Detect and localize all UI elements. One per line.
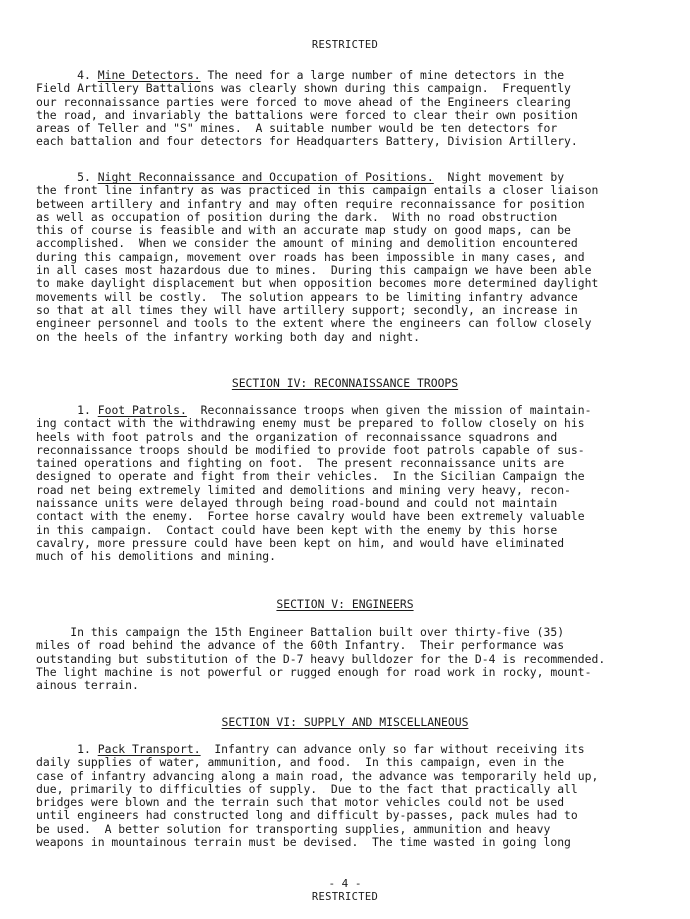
text-line: In this campaign the 15th Engineer Battalion built over thirty-five (35) — [36, 626, 565, 639]
text-line: each battalion and four detectors for Headquarters Battery, Division Artillery. — [36, 135, 578, 149]
paragraph-title: Pack Transport. — [97, 743, 201, 756]
paragraph-number: 5. — [77, 171, 91, 184]
text-line: reconnaissance troops should be modified to provide foot patrols capable of sus- — [36, 443, 585, 457]
classification-header: RESTRICTED — [311, 39, 379, 51]
text-line: during this campaign, movement over roads has been impossible in many cases, and — [36, 250, 585, 264]
paragraph-number: 1. — [77, 743, 91, 756]
text-line: this of course is feasible and with an accurate map study on good maps, can be — [36, 224, 571, 238]
text-line: until engineers had constructed long and difficult by-passes, pack mules had to — [36, 809, 578, 823]
text-line: so that at all times they will have artillery support; secondly, an increase in — [36, 303, 578, 317]
text-line: heels with foot patrols and the organization of reconnaissance squadrons and — [36, 430, 558, 444]
text-line: outstanding but substitution of the D-7 heavy bulldozer for the D-4 is recommended. — [36, 652, 606, 666]
paragraph-engineers — [36, 626, 661, 692]
text-line: miles of road behind the advance of the 60th Infantry. Their performance was — [36, 639, 565, 653]
text-line: on the heels of the infantry working both day and night. — [36, 330, 421, 344]
paragraph-first-line: 5. Night Reconnaissance and Occupation of Positions. Night movement by — [77, 171, 565, 184]
paragraph-night-reconnaissance — [36, 171, 661, 344]
paragraph-foot-patrols — [36, 404, 661, 564]
paragraph-number: 4. — [77, 69, 91, 82]
text-line: road net being extremely limited and demolitions and mining very heavy, recon- — [36, 483, 571, 497]
text-line: our reconnaissance parties were forced to move ahead of the Engineers clearing — [36, 95, 571, 109]
text-line: cavalry, more pressure could have been kept on him, and would have eliminated — [36, 536, 565, 550]
paragraph-first-line: 1. Pack Transport. Infantry can advance only so far without receiving its — [77, 743, 585, 756]
page-number: - 4 - — [328, 877, 362, 890]
paragraph-number: 1. — [77, 404, 91, 417]
text-line: ainous terrain. — [36, 679, 139, 693]
text-line: movements will be costly. The solution appears to be limiting infantry advance — [36, 290, 578, 304]
section-heading-engineers: SECTION V: ENGINEERS — [276, 597, 414, 611]
text-line: case of infantry advancing along a main road, the advance was temporarily held up, — [36, 769, 599, 783]
paragraph-title: Foot Patrols. — [97, 404, 187, 417]
text-line: engineer personnel and tools to the extent where the engineers can follow closely — [36, 317, 592, 331]
text-line: in all cases most hazardous due to mines. During this campaign we have been able — [36, 264, 592, 278]
text-line: naissance units were delayed through being road-bound and could not maintain — [36, 497, 558, 511]
paragraph-first-line: 1. Foot Patrols. Reconnaissance troops when given the mission of maintain- — [77, 404, 592, 417]
text-line: as well as occupation of position during the dark. With no road obstruction — [36, 210, 558, 224]
text-line: between artillery and infantry and may often require reconnaissance for position — [36, 197, 585, 211]
paragraph-first-line: 4. Mine Detectors. The need for a large number of mine detectors in the — [77, 69, 565, 82]
text-line: the front line infantry as was practiced in this campaign entails a closer liaison — [36, 184, 599, 198]
paragraph-title: Mine Detectors. — [97, 69, 201, 82]
paragraph-pack-transport — [36, 743, 661, 849]
text-line: to make daylight displacement but when opposition becomes more determined daylight — [36, 277, 599, 291]
text-line: daily supplies of water, ammunition, and food. In this campaign, even in the — [36, 756, 565, 770]
text-line: weapons in mountainous terrain must be devised. The time wasted in going long — [36, 836, 571, 850]
text-line: be used. A better solution for transporting supplies, ammunition and heavy — [36, 822, 551, 836]
text-line: due, primarily to difficulties of supply. Due to the fact that practically all — [36, 782, 578, 796]
text-line: the road, and invariably the battalions were forced to clear their own position — [36, 108, 578, 122]
text-line: bridges were blown and the terrain such that motor vehicles could not be used — [36, 796, 565, 810]
classification-footer: RESTRICTED — [311, 891, 379, 903]
text-line: accomplished. When we consider the amount of mining and demolition encountered — [36, 237, 578, 251]
text-line: Field Artillery Battalions was clearly shown during this campaign. Frequently — [36, 82, 571, 96]
text-line: ing contact with the withdrawing enemy must be prepared to follow closely on his — [36, 417, 585, 431]
section-heading-reconnaissance-troops: SECTION IV: RECONNAISSANCE TROOPS — [231, 376, 459, 390]
text-line: designed to operate and fight from their vehicles. In the Sicilian Campaign the — [36, 470, 585, 484]
text-line: much of his demolitions and mining. — [36, 550, 277, 564]
paragraph-mine-detectors — [36, 69, 661, 149]
paragraph-title: Night Reconnaissance and Occupation of Positions. — [97, 171, 434, 184]
text-line: The light machine is not powerful or rugged enough for road work in rocky, mount- — [36, 665, 592, 679]
text-line: contact with the enemy. Fortee horse cavalry would have been extremely valuable — [36, 510, 585, 524]
section-heading-supply-miscellaneous: SECTION VI: SUPPLY AND MISCELLANEOUS — [221, 715, 469, 729]
text-line: areas of Teller and "S" mines. A suitable number would be ten detectors for — [36, 122, 558, 136]
text-line: tained operations and fighting on foot. The present reconnaissance units are — [36, 457, 565, 471]
text-line: in this campaign. Contact could have been kept with the enemy by this horse — [36, 523, 558, 537]
